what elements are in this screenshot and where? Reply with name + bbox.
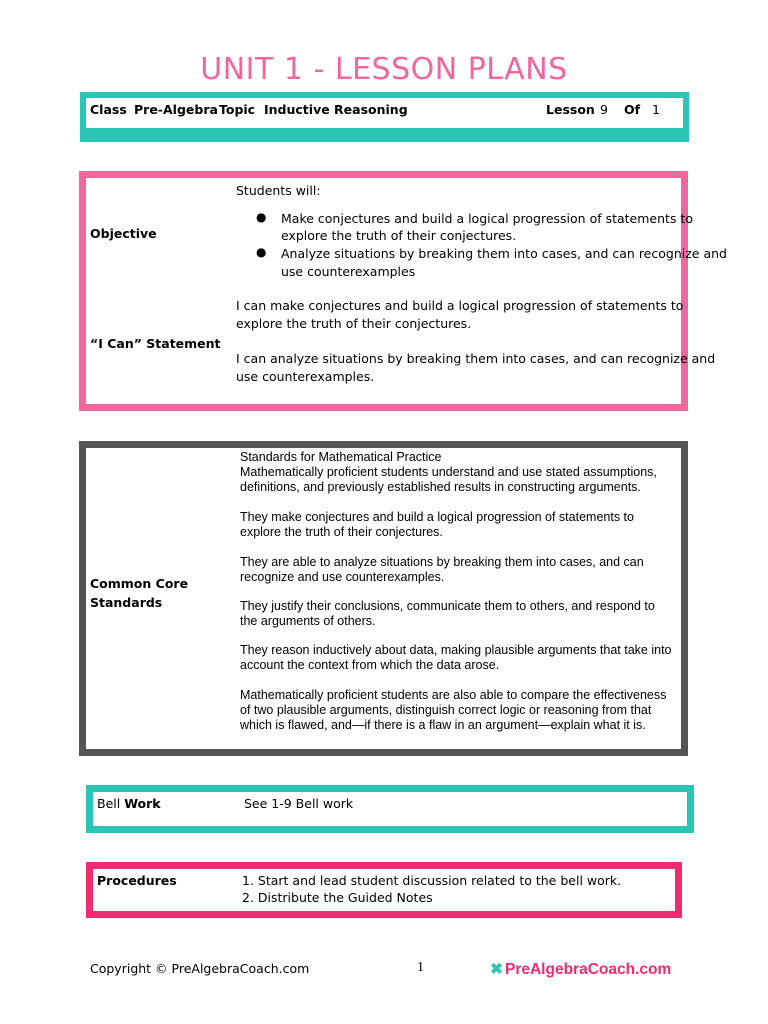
standards-p3-line2: recognize and use counterexamples.	[240, 570, 445, 584]
standards-p3-line1: They are able to analyze situations by breaking them into cases, and can	[240, 555, 644, 569]
bullet-icon: ●	[256, 210, 267, 224]
prealgebracoach-logo	[490, 960, 671, 979]
standards-p5-line2: account the context from which the data arose.	[240, 658, 500, 672]
lesson-header-box	[80, 92, 689, 142]
bell-work-inner	[92, 791, 688, 827]
topic-label: Topic	[219, 102, 256, 117]
objective-intro: Students will:	[236, 183, 321, 198]
bell-work-label-plain: Bell	[97, 796, 125, 811]
standards-box	[79, 441, 688, 756]
objective-bullet-2-line2: use counterexamples	[281, 264, 416, 279]
standards-p2-line1: They make conjectures and build a logical progression of statements to	[240, 510, 634, 524]
objective-bullet-1-line2: explore the truth of their conjectures.	[281, 228, 517, 243]
bell-work-label-bold: Work	[124, 796, 161, 811]
standards-p4-line2: the arguments of others.	[240, 614, 376, 628]
bell-work-box	[86, 785, 694, 833]
bullet-icon: ●	[256, 245, 267, 259]
procedures-label: Procedures	[97, 873, 177, 888]
class-label: Class	[90, 102, 127, 117]
standards-p5-line1: They reason inductively about data, making plausible arguments that take into	[240, 643, 672, 657]
standards-p6-line2: of two plausible arguments, distinguish correct logic or reasoning from that	[240, 703, 652, 717]
topic-value: Inductive Reasoning	[264, 102, 408, 117]
ican-statement-2-line2: use counterexamples.	[236, 369, 375, 384]
standards-label-line1: Common Core	[90, 576, 189, 591]
of-value: 1	[652, 102, 660, 117]
objective-bullet-2-line1: Analyze situations by breaking them into cases, and can recognize and	[281, 246, 727, 261]
procedures-box	[86, 862, 682, 918]
standards-p4-line1: They justify their conclusions, communicate them to others, and respond to	[240, 599, 655, 613]
standards-p1-line1: Mathematically proficient students understand and use stated assumptions,	[240, 465, 657, 479]
procedures-inner	[92, 868, 676, 912]
objective-inner	[85, 177, 727, 405]
standards-p6-line1: Mathematically proficient students are also able to compare the effectiveness	[240, 688, 667, 702]
standards-heading: Standards for Mathematical Practice	[240, 450, 442, 464]
standards-inner	[85, 447, 682, 750]
objective-bullet-1-line1: Make conjectures and build a logical progression of statements to	[281, 211, 693, 226]
lesson-value: 9	[600, 102, 608, 117]
ican-statement-1-line1: I can make conjectures and build a logical progression of statements to	[236, 298, 684, 313]
ican-statement-1-line2: explore the truth of their conjectures.	[236, 316, 472, 331]
ican-label: “I Can” Statement	[90, 336, 221, 351]
lesson-header-inner	[86, 98, 683, 128]
objective-label: Objective	[90, 226, 157, 241]
of-label: Of	[624, 102, 641, 117]
objective-box	[79, 171, 727, 411]
standards-label-line2: Standards	[90, 595, 163, 610]
class-value: Pre-Algebra	[134, 102, 218, 117]
bell-work-value: See 1-9 Bell work	[244, 796, 354, 811]
bell-work-label	[97, 795, 161, 812]
logo-text: PreAlgebraCoach.com	[505, 961, 672, 978]
ican-statement-2-line1: I can analyze situations by breaking them into cases, and can recognize and	[236, 351, 716, 366]
procedure-step-2: 2. Distribute the Guided Notes	[242, 890, 433, 905]
page-number: 1	[417, 960, 424, 975]
copyright-text: Copyright © PreAlgebraCoach.com	[90, 961, 310, 976]
standards-p2-line2: explore the truth of their conjectures.	[240, 525, 443, 539]
standards-p6-line3: which is flawed, and—if there is a flaw in an argument—explain what it is.	[240, 718, 646, 732]
standards-p1-line2: definitions, and previously established results in constructing arguments.	[240, 480, 641, 494]
procedure-step-1: 1. Start and lead student discussion related to the bell work.	[242, 873, 622, 888]
page-title: UNIT 1 - LESSON PLANS	[200, 52, 568, 87]
lesson-label: Lesson	[546, 102, 595, 117]
logo-x-icon: ✖	[490, 961, 503, 978]
